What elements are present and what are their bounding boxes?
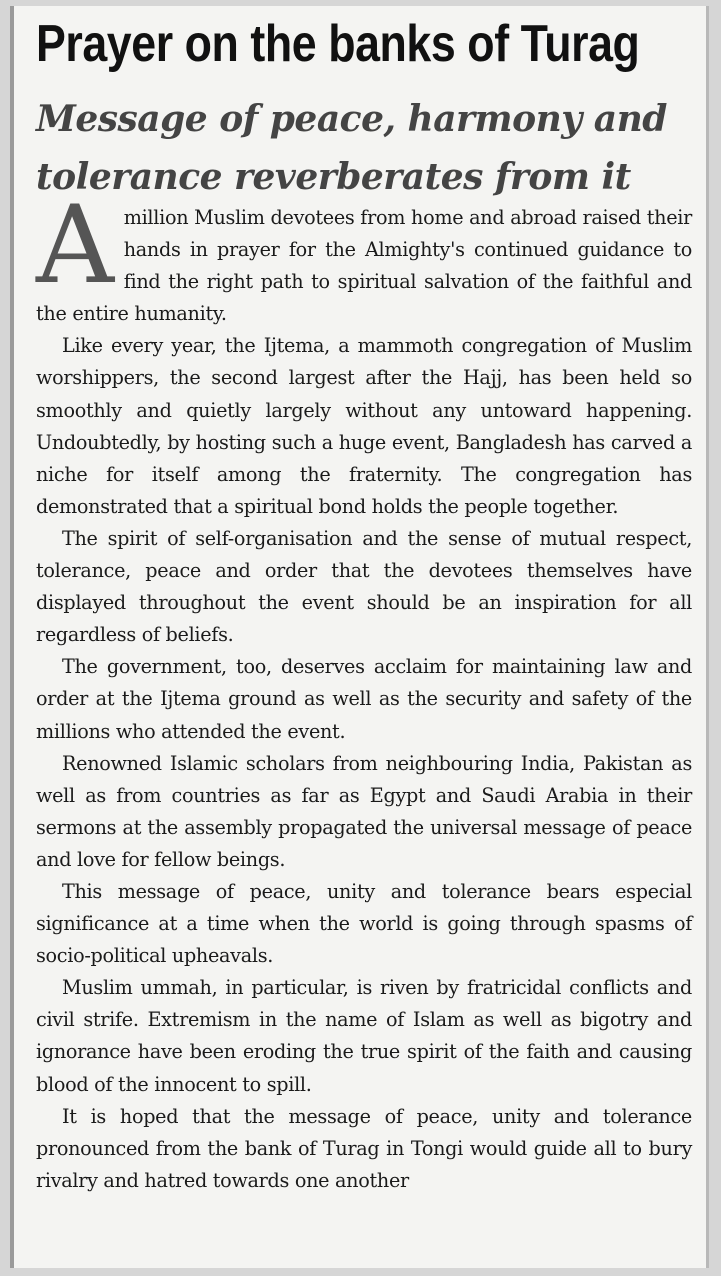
subheadline xyxy=(36,90,696,206)
article-paragraph-7: Muslim ummah, in particular, is riven by fratricidal conflicts and civil strife. Extremism in the name of Islam as well as bigotry and ignorance have been eroding the true spirit of the faith and causing blood of the innocent to spill. xyxy=(36,976,692,1096)
article-paragraph-1 xyxy=(36,183,692,330)
subheadline-line-2: tolerance reverberates from it xyxy=(36,156,631,198)
subheadline-line-1: Message of peace, harmony and xyxy=(36,98,667,140)
paragraph-1-text: million Muslim devotees from home and abroad raised their hands in prayer for the Almighty's continued guidance to find the right path to spiritual salvation of the faithful and the entire humanity. xyxy=(36,206,692,326)
article-paragraph-3: The spirit of self-organisation and the sense of mutual respect, tolerance, peace and order that the devotees themselves have displayed throughout the event should be an inspiration for all regardless of beliefs. xyxy=(36,526,692,647)
article-paragraph-8: It is hoped that the message of peace, unity and tolerance pronounced from the bank of Turag in Tongi would guide all to bury rivalry and hatred towards one another xyxy=(36,1104,692,1192)
drop-cap: A xyxy=(36,183,114,308)
article-paragraph-5: Renowned Islamic scholars from neighbouring India, Pakistan as well as from countries as far as Egypt and Saudi Arabia in their sermons at the assembly propagated the universal message of peace and love for fellow beings. xyxy=(36,751,692,871)
article-paragraph-6: This message of peace, unity and tolerance bears especial significance at a time when the world is going through spasms of socio-political upheavals. xyxy=(36,879,692,968)
headline: Prayer on the banks of Turag xyxy=(36,15,640,73)
article-body xyxy=(36,183,692,1197)
article-paragraph-2: Like every year, the Ijtema, a mammoth congregation of Muslim worshippers, the second largest after the Hajj, has been held so smoothly and quietly largely without any untoward happening. Undoubtedly, by hosting such a huge event, Bangladesh has carved a niche for itself among the fraternity. The congregation has demonstrated that a spiritual bond holds the people together. xyxy=(36,334,692,518)
article-paragraph-4: The government, too, deserves acclaim for maintaining law and order at the Ijtema ground as well as the security and safety of the millions who attended the event. xyxy=(36,655,692,743)
newspaper-clipping xyxy=(10,6,709,1268)
